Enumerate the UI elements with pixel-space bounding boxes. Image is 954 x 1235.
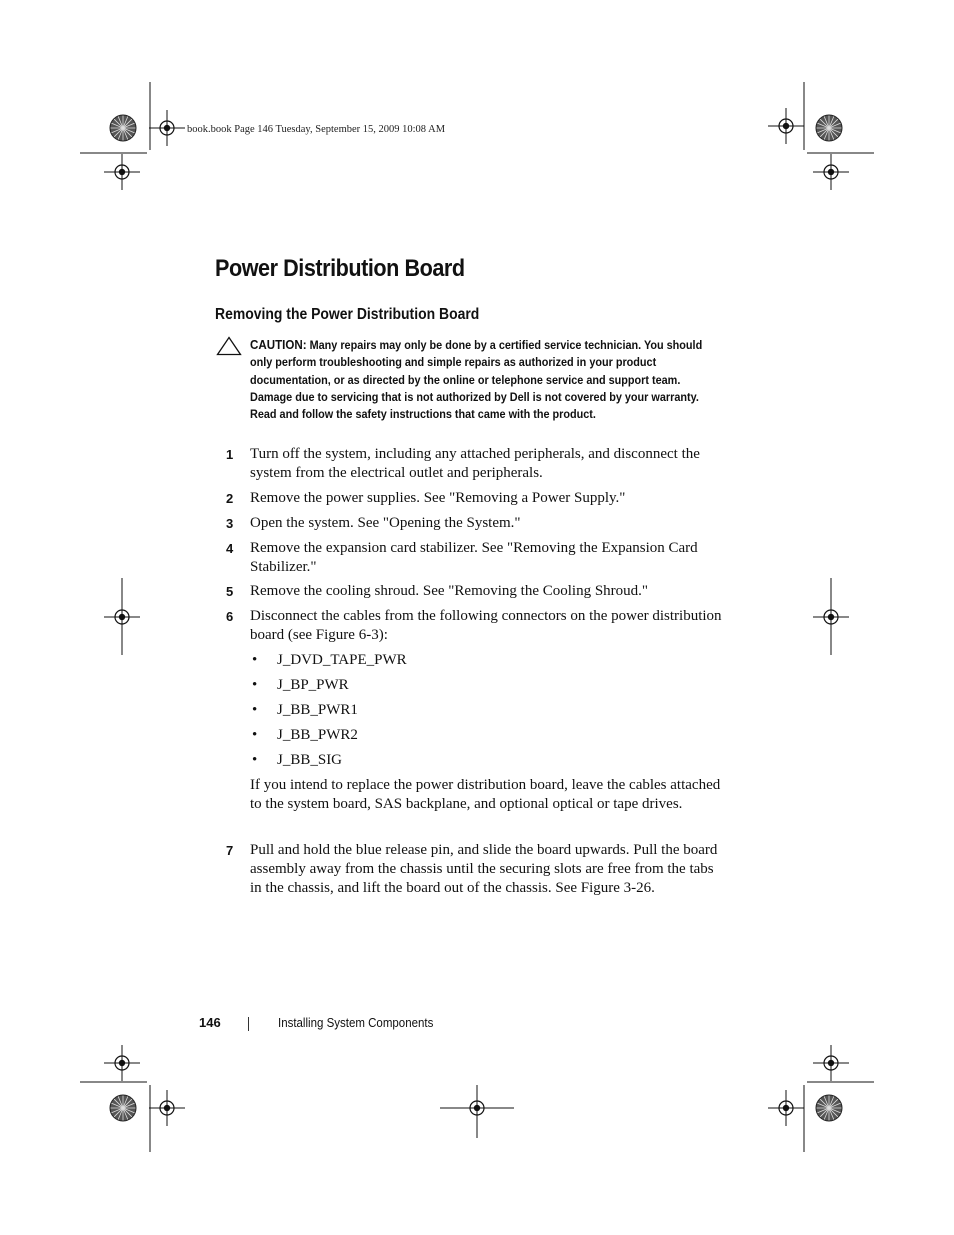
step-number: 6 bbox=[226, 609, 234, 624]
step-text: Pull and hold the blue release pin, and slide the board upwards. Pull the board assembly away from the chassis until the securing slots are free from the tabs in the chassis, and lift the board out of the chassis. See Figure 3-26. bbox=[250, 842, 718, 896]
connector-list-item: J_BB_PWR2 bbox=[277, 727, 358, 743]
connector-list-item: J_BB_SIG bbox=[277, 752, 343, 768]
caution-notice bbox=[250, 336, 713, 423]
step-number: 2 bbox=[226, 491, 234, 506]
caution-text: Many repairs may only be done by a certified service technician. You should only perform troubleshooting and simple repairs as authorized in your product documentation, or as directed by the online or telephone service and support team. Damage due to servicing that is not authorized by Dell is not covered by your warranty. Read and follow the safety instructions that came with the product. bbox=[250, 338, 703, 422]
step-number: 1 bbox=[226, 447, 234, 462]
step-number: 4 bbox=[226, 541, 234, 556]
page-number: 146 bbox=[199, 1015, 221, 1030]
footer-divider bbox=[248, 1017, 249, 1031]
caution-label: CAUTION: bbox=[250, 337, 307, 352]
caution-triangle-icon bbox=[216, 336, 242, 356]
step-text: Turn off the system, including any attached peripherals, and disconnect the system from the electrical outlet and peripherals. bbox=[250, 446, 700, 481]
step-text: Remove the power supplies. See "Removing a Power Supply." bbox=[250, 490, 626, 506]
step-number: 7 bbox=[226, 843, 234, 858]
bullet-glyph: • bbox=[252, 652, 258, 668]
step-number: 5 bbox=[226, 584, 234, 599]
section-subtitle: Removing the Power Distribution Board bbox=[215, 306, 480, 323]
connector-list-item: J_DVD_TAPE_PWR bbox=[277, 652, 407, 668]
step-number: 3 bbox=[226, 516, 234, 531]
chapter-name: Installing System Components bbox=[278, 1016, 434, 1030]
step-text: Open the system. See "Opening the System." bbox=[250, 515, 521, 531]
page-title: Power Distribution Board bbox=[215, 255, 465, 282]
bullet-glyph: • bbox=[252, 752, 258, 768]
connector-list-item: J_BB_PWR1 bbox=[277, 702, 358, 718]
bullet-glyph: • bbox=[252, 702, 258, 718]
bullet-glyph: • bbox=[252, 727, 258, 743]
connector-note: If you intend to replace the power distribution board, leave the cables attached to the system board, SAS backplane, and optional optical or tape drives. bbox=[250, 777, 721, 812]
bullet-glyph: • bbox=[252, 677, 258, 693]
step-text: Remove the cooling shroud. See "Removing the Cooling Shroud." bbox=[250, 583, 649, 599]
connector-list-item: J_BP_PWR bbox=[277, 677, 349, 693]
file-info-header: book.book Page 146 Tuesday, September 15, 2009 10:08 AM bbox=[187, 124, 446, 135]
step-text: Disconnect the cables from the following connectors on the power distribution board (see Figure 6-3): bbox=[250, 608, 722, 643]
step-text: Remove the expansion card stabilizer. See "Removing the Expansion Card Stabilizer." bbox=[250, 540, 698, 575]
